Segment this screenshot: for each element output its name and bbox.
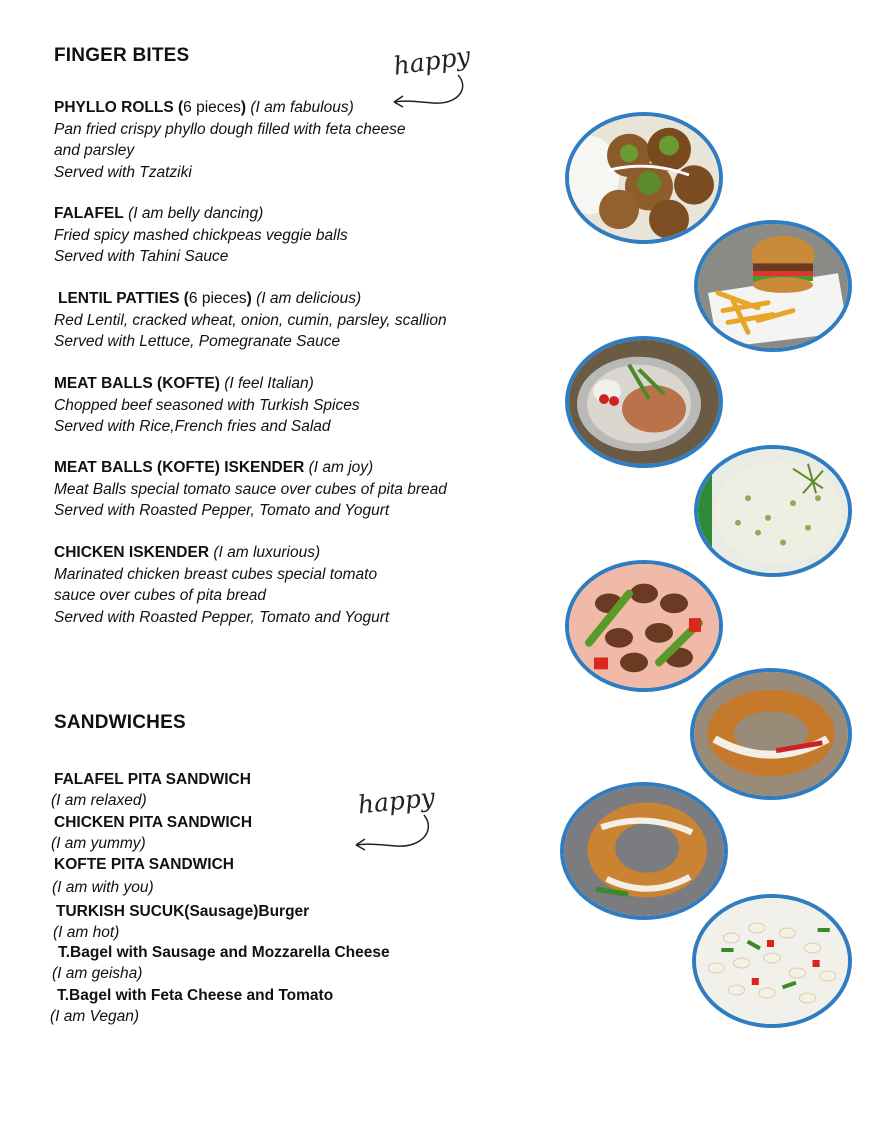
item-description: Served with Lettuce, Pomegranate Sauce — [54, 333, 341, 350]
item-persona: (I am yummy) — [51, 835, 146, 852]
item-description: Chopped beef seasoned with Turkish Spices — [54, 396, 360, 414]
item-description: Pan fried crispy phyllo dough filled with feta cheese — [54, 120, 406, 138]
item-description: Served with Tzatziki — [54, 163, 192, 181]
kofte-iskender-photo — [565, 560, 723, 692]
item-persona: (I am fabulous) — [250, 99, 354, 116]
happy-scribble-1 — [388, 30, 478, 112]
item-persona: (I am delicious) — [256, 290, 362, 307]
menu-item-lentil-patties: LENTIL PATTIES (6 pieces) (I am delicious) Red Lentil, cracked wheat, onion, cumin, parsley, scallion Served with Lettuce, Pomegranate Sauce — [58, 288, 528, 353]
item-description: Meat Balls special tomato sauce over cubes of pita bread — [54, 480, 447, 498]
svg-text:happy: happy — [391, 41, 473, 81]
kofte-platter-photo — [565, 336, 723, 468]
menu-item-chicken-iskender: CHICKEN ISKENDER (I am luxurious) Marinated chicken breast cubes special tomato sauce over cubes of pita bread Served with Roasted Pepper, Tomato and Yogurt — [54, 542, 524, 628]
item-persona: (I am Vegan) — [50, 1008, 140, 1025]
item-persona: (I feel Italian) — [224, 375, 314, 392]
tzatziki-bowl-photo — [694, 445, 852, 577]
item-description: Served with Rice,French fries and Salad — [54, 418, 331, 435]
happy-scribble-2 — [352, 768, 442, 854]
item-persona: (I am relaxed) — [51, 792, 147, 809]
simit-bagel-photo — [690, 668, 852, 800]
item-persona: (I am luxurious) — [213, 544, 321, 561]
menu-item-meat-balls: MEAT BALLS (KOFTE) (I feel Italian) Chopped beef seasoned with Turkish Spices Served with Rice,French fries and Salad — [54, 373, 524, 438]
item-description: sauce over cubes of pita bread — [54, 587, 266, 604]
menu-item-phyllo-rolls: PHYLLO ROLLS (6 pieces) (I am fabulous) Pan fried crispy phyllo dough filled with feta cheese and parsley Served with Tzatziki — [54, 97, 524, 183]
sandwich-item: KOFTE PITA SANDWICH (I am with you) — [52, 856, 234, 896]
sandwich-item: FALAFEL PITA SANDWICH (I am relaxed) — [51, 771, 251, 809]
sandwich-item: CHICKEN PITA SANDWICH (I am yummy) — [51, 814, 253, 852]
section-title-sandwiches: SANDWICHES — [54, 712, 186, 733]
svg-text:happy: happy — [356, 782, 437, 820]
sandwich-item: T.Bagel with Feta Cheese and Tomato (I am Vegan) — [50, 987, 334, 1025]
menu-item-kofte-iskender: MEAT BALLS (KOFTE) ISKENDER (I am joy) Meat Balls special tomato sauce over cubes of pita bread Served with Roasted Pepper, Tomato and Yogurt — [54, 457, 524, 522]
item-description: Fried spicy mashed chickpeas veggie balls — [54, 226, 348, 244]
item-persona: (I am with you) — [52, 879, 154, 896]
item-description: and parsley — [54, 142, 135, 159]
item-description: Served with Roasted Pepper, Tomato and Yogurt — [54, 608, 390, 626]
item-description: Served with Tahini Sauce — [54, 248, 229, 265]
burger-and-fries-photo — [694, 220, 852, 352]
item-persona: (I am joy) — [308, 459, 374, 476]
sandwich-item: T.Bagel with Sausage and Mozzarella Cheese (I am geisha) — [52, 944, 390, 982]
sandwich-item: TURKISH SUCUK(Sausage)Burger (I am hot) — [53, 903, 310, 941]
falafel-plate-photo — [565, 112, 723, 244]
item-persona: (I am belly dancing) — [128, 205, 264, 222]
bean-salad-photo — [692, 894, 852, 1028]
item-description: Marinated chicken breast cubes special tomato — [54, 565, 378, 583]
item-description: Red Lentil, cracked wheat, onion, cumin, parsley, scallion — [54, 311, 447, 329]
simit-sandwich-photo — [560, 782, 728, 920]
item-persona: (I am hot) — [53, 924, 120, 941]
item-persona: (I am geisha) — [52, 965, 143, 982]
menu-item-falafel: FALAFEL (I am belly dancing) Fried spicy mashed chickpeas veggie balls Served with Tahini Sauce — [54, 203, 524, 268]
section-title-finger-bites: FINGER BITES — [54, 45, 190, 66]
item-description: Served with Roasted Pepper, Tomato and Yogurt — [54, 502, 390, 519]
